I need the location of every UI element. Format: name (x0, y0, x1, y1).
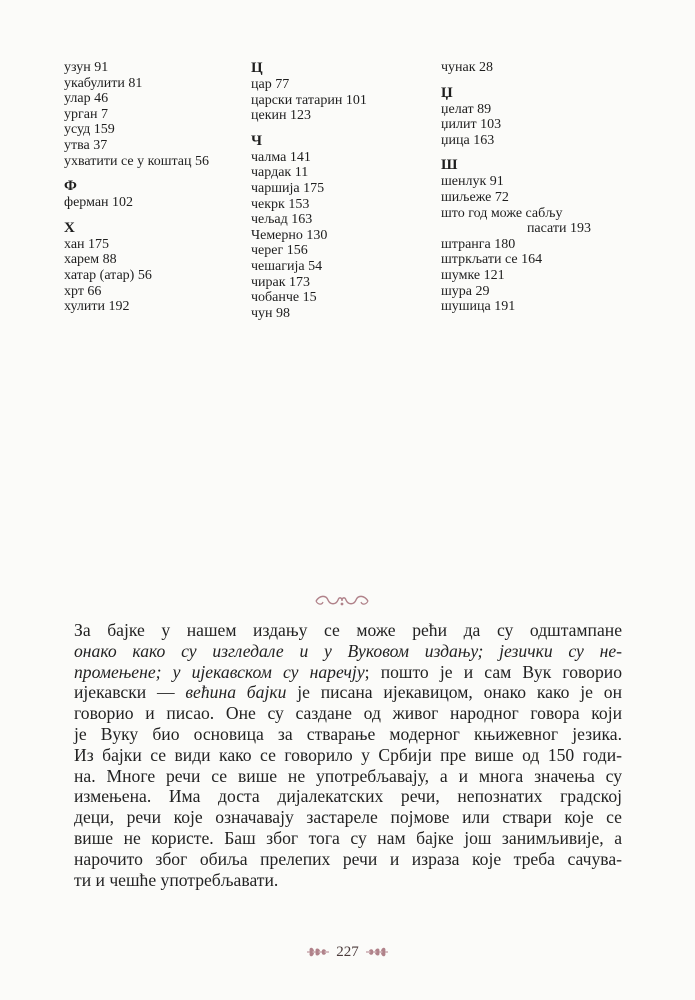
index-letter-heading: Џ (441, 84, 453, 101)
index-entry: чирак 173 (251, 274, 311, 290)
index-entry: черег 156 (251, 243, 308, 259)
index-column-3 (441, 60, 631, 315)
index-letter-heading: Ф (64, 178, 77, 195)
index-column-1 (64, 60, 244, 315)
text-run: За бајке у нашем издању се може рећи да су одштампане (74, 620, 622, 640)
index-entry: штранга 180 (441, 236, 516, 252)
index-entry: хан 175 (64, 236, 110, 252)
index-entry: ухватити се у коштац 56 (64, 153, 209, 169)
index-letter-heading: Х (64, 219, 75, 236)
index-entry: шумке 121 (441, 267, 505, 283)
page-footer (0, 942, 695, 962)
paragraph-line (74, 828, 622, 849)
index-entry: чешагија 54 (251, 258, 323, 274)
paragraph-line (74, 662, 622, 683)
index-entry: царски татарин 101 (251, 92, 367, 108)
index-entry: улар 46 (64, 91, 109, 107)
text-run: више не користе. Баш због тога су нам бајке још занимљивије, а (74, 827, 622, 848)
index-entry: џелат 89 (441, 101, 492, 117)
index-entry: штркљати се 164 (441, 252, 543, 268)
italic-run: већина бајки (185, 682, 287, 703)
paragraph-line (74, 870, 622, 891)
paragraph-line (74, 849, 622, 870)
index-entry: чекрк 153 (251, 196, 310, 212)
flourish-ornament-icon (312, 592, 372, 610)
index-entry: шушица 191 (441, 299, 516, 315)
right-leaf-ornament-icon (365, 945, 391, 959)
italic-run: онако како су изгледале и у Вуковом издању; језички су не- (74, 640, 622, 661)
index-letter-heading: Ш (441, 157, 458, 174)
index-entry: шура 29 (441, 283, 490, 299)
index-entry: укабулити 81 (64, 75, 143, 91)
index-entry: џица 163 (441, 132, 495, 148)
intro-paragraph (74, 620, 622, 890)
text-run: на. Многе речи се више не употребљавају, а и многа значења су (74, 765, 622, 786)
text-run: је Вуку био основица за стварање модерног књижевног језика. (74, 723, 622, 744)
index-entry: чардак 11 (251, 165, 309, 181)
index-entry: харем 88 (64, 252, 117, 268)
index-entry: хрт 66 (64, 283, 102, 299)
index-entry: ферман 102 (64, 195, 134, 211)
index-entry: чаршија 175 (251, 180, 325, 196)
index-entry: цекин 123 (251, 108, 311, 124)
index-entry-continuation: пасати 193 (526, 221, 591, 237)
italic-run: промењене; у ијекавском су наречју (74, 661, 365, 682)
text-run: ијекавски — (74, 682, 186, 703)
paragraph-line (74, 786, 622, 807)
paragraph-line (74, 703, 622, 724)
index-entry: хатар (атар) 56 (64, 267, 152, 283)
index-entry: урган 7 (64, 106, 108, 122)
index-column-2 (251, 60, 436, 321)
index-entry: шиљеже 72 (441, 189, 509, 205)
text-run: је писана ијекавицом, онако како је он (286, 682, 622, 703)
index-entry: чељад 163 (251, 212, 313, 228)
index-entry: чунак 28 (441, 60, 494, 75)
paragraph-line (74, 745, 622, 766)
paragraph-line (74, 724, 622, 745)
paragraph-line (74, 766, 622, 787)
paragraph-line (74, 807, 622, 828)
text-run: нарочито због обиља прелепих речи и израза које треба сачува- (74, 848, 622, 869)
text-run: говорио и писао. Оне су саздане од живог народног говора који (74, 703, 622, 724)
text-run: ти и чешће употребљавати. (74, 869, 279, 890)
index-entry: узун 91 (64, 60, 109, 75)
index-entry: чобанче 15 (251, 290, 317, 306)
index-entry: џилит 103 (441, 117, 502, 133)
index-entry: шенлук 91 (441, 174, 504, 190)
index-letter-heading: Ц (251, 60, 263, 76)
text-run: измењена. Има доста дијалекатских речи, непознатих градској (74, 786, 622, 807)
index-entry: цар 77 (251, 77, 290, 92)
index-entry: хулити 192 (64, 299, 130, 315)
text-run: Из бајки се види како се говорило у Србији пре више од 150 годи- (74, 744, 622, 765)
paragraph-line (74, 620, 622, 641)
page-number: 227 (336, 943, 359, 960)
text-run: деци, речи које означавају застареле појмове или ствари које се (74, 807, 622, 828)
index-entry: усуд 159 (64, 122, 115, 138)
left-leaf-ornament-icon (304, 945, 330, 959)
index-entry: Чемерно 130 (251, 227, 328, 243)
paragraph-line (74, 641, 622, 662)
text-run: ; пошто је и сам Вук говорио (364, 661, 622, 682)
index-letter-heading: Ч (251, 132, 263, 149)
index-entry: чун 98 (251, 305, 291, 321)
index-entry: што год може сабљу (441, 205, 563, 221)
index-entry: чалма 141 (251, 149, 311, 165)
paragraph-line (74, 682, 622, 703)
index-entry: утва 37 (64, 137, 108, 153)
